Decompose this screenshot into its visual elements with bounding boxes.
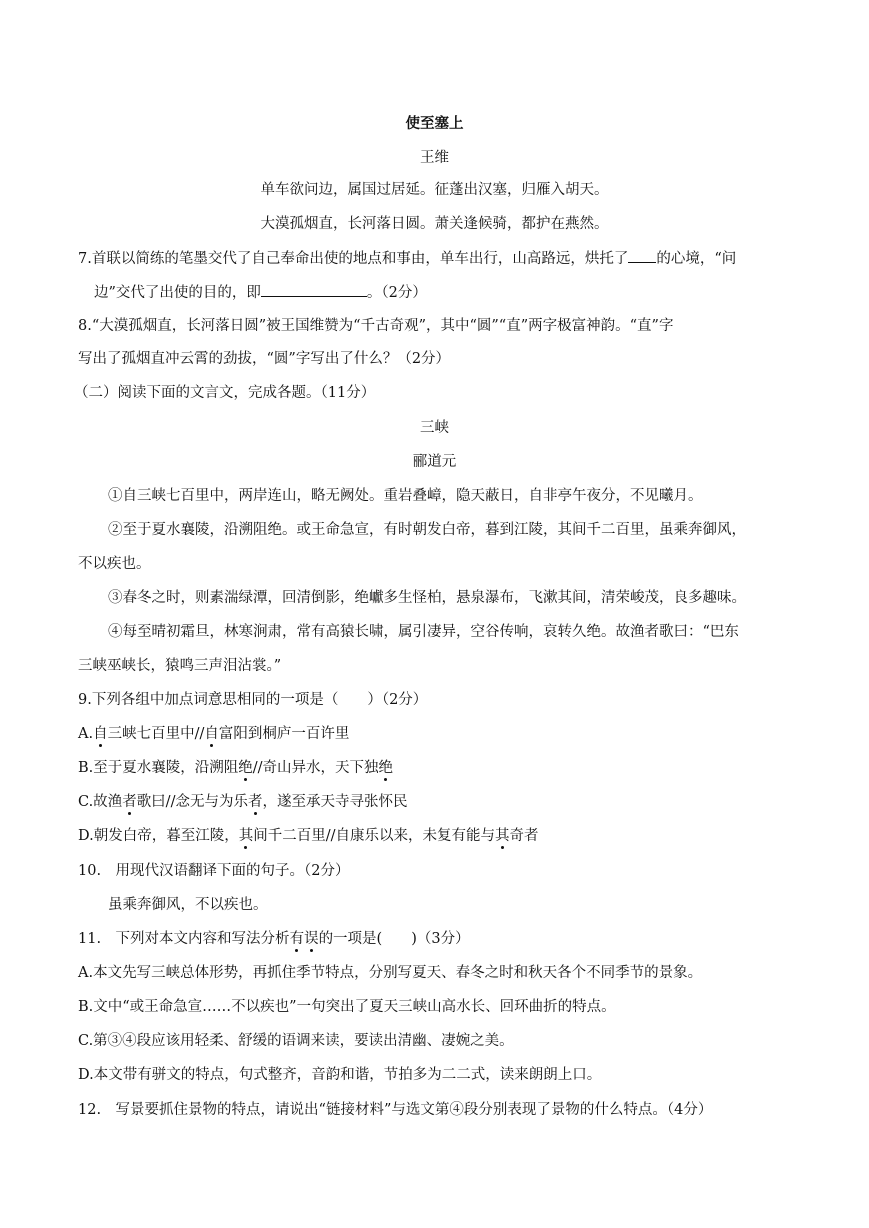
q7-text-1: 7.首联以简练的笔墨交代了自己奉命出使的地点和事由，单车出行，山高路远，烘托了 [78,251,629,267]
q7-text-4: 。（2分） [366,285,427,301]
dotted-word: 其 [238,828,254,844]
option-text: 奇者 [509,828,539,844]
question-7-line-2 [94,282,787,303]
option-text: C.故渔 [78,794,123,810]
poem-line-1: 单车欲问边，属国过居延。征蓬出汉塞，归雁入胡天。 [260,182,609,198]
dotted-word: 误 [304,931,319,947]
dotted-word: 自 [93,726,108,742]
question-11-option-c: C.第③④段应该用轻柔、舒缓的语调来读，要读出清幽、凄婉之美。 [78,1033,514,1049]
essay-paragraph-2-line-1: ②至于夏水襄陵，沿溯阻绝。或王命急宣，有时朝发白帝，暮到江陵，其间千二百里，虽乘奔御风， [108,522,746,538]
q7-blank-1 [628,248,656,263]
poem-title: 使至塞上 [405,115,464,132]
question-9-option-b [78,758,787,778]
option-text: D.朝发白帝，暮至江陵， [78,828,239,844]
essay-paragraph-3: ③春冬之时，则素湍绿潭，回清倒影，绝巘多生怪柏，悬泉瀑布，飞漱其间，清荣峻茂，良多趣味。 [108,590,746,606]
question-12-stem: 12. 写景要抓住景物的特点，请说出“链接材料”与选文第④段分别表现了景物的什么特点。（4分） [78,1102,713,1118]
question-8-line-2: 写出了孤烟直冲云霄的劲拔，“圆”字写出了什么？（2分） [78,351,451,367]
option-text: B.至于夏水襄陵，沿溯阻 [78,760,239,776]
question-7-line-1 [78,248,787,269]
essay-paragraph-4-line-2: 三峡巫峡长，猿鸣三声泪沾裳。” [78,658,282,674]
question-9-option-c [78,792,787,812]
poem-author: 王维 [420,150,449,166]
dotted-word: 自 [204,726,219,742]
question-8-line-1: 8.“大漠孤烟直，长河落日圆”被王国维赞为“千古奇观”，其中“圆”“直”两字极富神韵。“直”字 [78,318,674,334]
dotted-word: 有 [289,931,305,947]
question-11-option-a: A.本文先写三峡总体形势，再抓住季节特点，分别写夏天、春冬之时和秋天各个不同季节的景象。 [78,965,703,981]
dotted-word: 绝 [378,760,394,776]
q7-text-3: 边”交代了出使的目的，即 [94,285,261,301]
dotted-word: 绝 [238,760,253,776]
question-11-option-b: B.文中“或王命急宣……不以疾也”一句突出了夏天三峡山高水长、回环曲折的特点。 [78,999,616,1015]
option-text: 歌曰//念无与为乐 [136,794,248,810]
question-11-option-d: D.本文带有骈文的特点，句式整齐，音韵和谐，节拍多为二二式，读来朗朗上口。 [78,1067,602,1083]
option-label: A. [78,726,94,742]
section-heading-2: （二）阅读下面的文言文，完成各题。（11分） [74,385,376,401]
question-9-option-d [78,826,787,846]
dotted-word: 者 [247,794,263,810]
essay-author: 郦道元 [412,454,457,470]
option-text: //奇山异水，天下独 [252,760,379,776]
essay-paragraph-2-line-2: 不以疾也。 [78,556,151,572]
dotted-word: 其 [495,828,510,844]
question-10-sentence: 虽乘奔御风，不以疾也。 [108,897,268,913]
essay-paragraph-1: ①自三峡七百里中，两岸连山，略无阙处。重岩叠嶂，隐天蔽日，自非亭午夜分，不见曦月。 [108,488,703,504]
dotted-word: 者 [122,794,137,810]
question-10-stem: 10. 用现代汉语翻译下面的句子。（2分） [78,863,350,879]
question-9-option-a [78,724,787,744]
q7-blank-2 [261,282,367,297]
essay-paragraph-4-line-1: ④每至晴初霜旦，林寒涧肃，常有高猿长啸，属引凄异，空谷传响，哀转久绝。故渔者歌曰：“巴东 [108,624,739,640]
stem-text: 的一项是( )（3分） [318,931,470,947]
option-text: 三峡七百里中// [107,726,205,742]
option-text: 富阳到桐庐一百许里 [218,726,350,742]
essay-title: 三峡 [420,420,449,436]
q7-text-2: 的心境，“问 [656,251,737,267]
option-text: 间千二百里//自康乐以来，未复有能与 [253,828,495,844]
stem-text: 11. 下列对本文内容和写法分析 [78,931,290,947]
question-11-stem [78,929,787,949]
question-9-stem: 9.下列各组中加点词意思相同的一项是（ ）（2分） [78,692,428,708]
poem-line-2: 大漠孤烟直，长河落日圆。萧关逢候骑，都护在燕然。 [260,216,609,232]
option-text: ，遂至承天寺寻张怀民 [262,794,408,810]
